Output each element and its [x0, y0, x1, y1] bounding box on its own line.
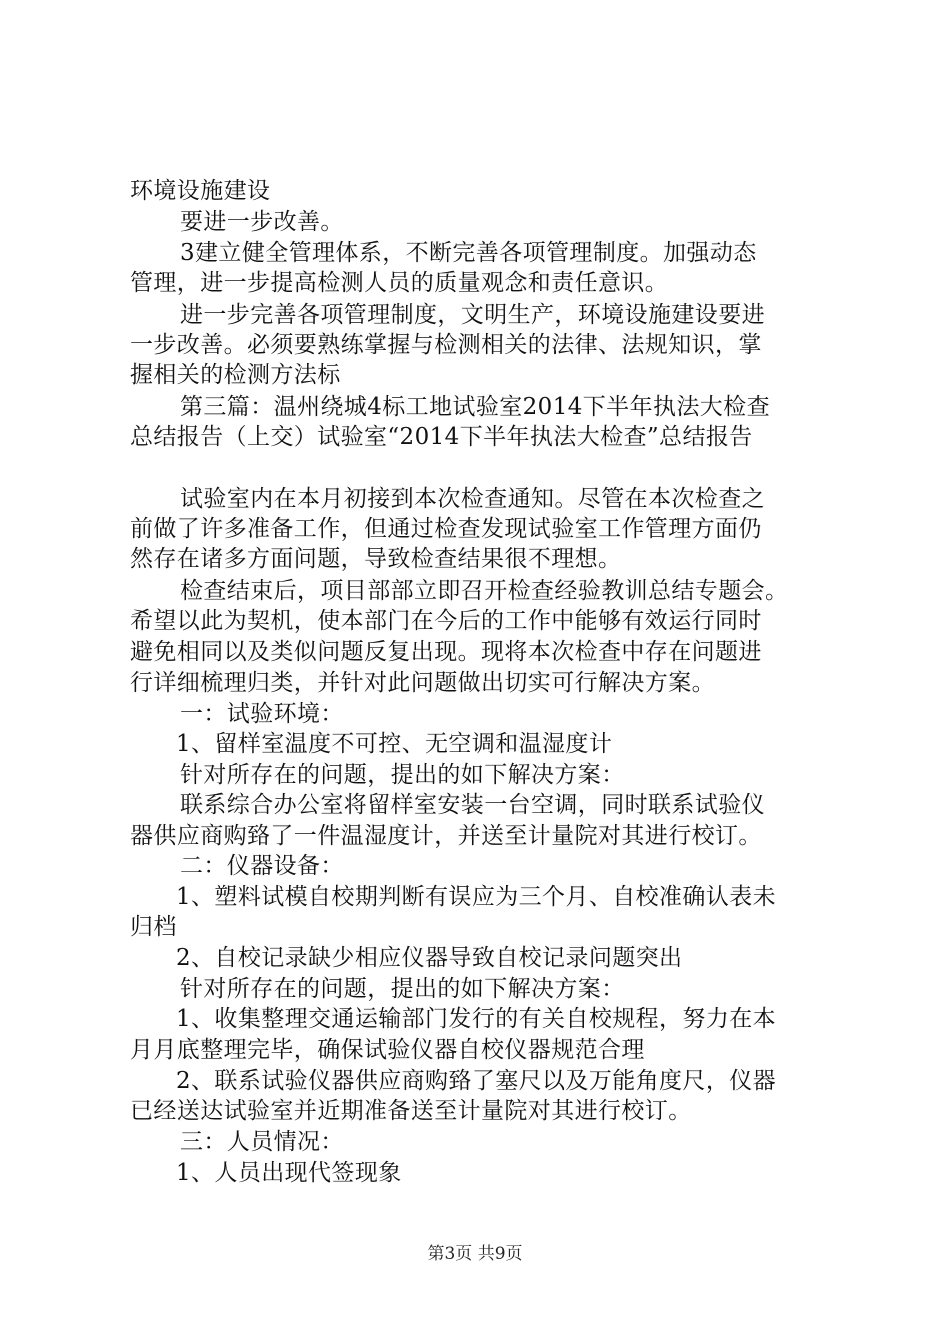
text-line: 针对所存在的问题，提出的如下解决方案： — [180, 762, 625, 788]
text-line: 1、收集整理交通运输部门发行的有关自校规程，努力在本 — [176, 1006, 777, 1032]
text-line: 试验室内在本月初接到本次检查通知。尽管在本次检查之 — [180, 486, 765, 512]
text-line: 器供应商购臵了一件温湿度计，并送至计量院对其进行校订。 — [130, 823, 762, 849]
text-line: 检查结束后，项目部部立即召开检查经验教训总结专题会。 — [180, 578, 789, 604]
text-line: 进一步完善各项管理制度，文明生产，环境设施建设要进 — [180, 302, 765, 328]
text-line: 握相关的检测方法标 — [130, 362, 341, 388]
page-number-footer: 第3页 共9页 — [427, 1244, 523, 1264]
text-line: 一步改善。必须要熟练掌握与检测相关的法律、法规知识，掌 — [130, 332, 762, 358]
section-heading: 总结报告（上交）试验室“2014下半年执法大检查”总结报告 — [130, 424, 753, 450]
text-line: 月月底整理完毕，确保试验仪器自校仪器规范合理 — [130, 1037, 645, 1063]
text-line: 环境设施建设 — [130, 178, 271, 204]
text-line: 1、塑料试模自校期判断有误应为三个月、自校准确认表未 — [176, 884, 777, 910]
text-line: 避免相同以及类似问题反复出现。现将本次检查中存在问题进 — [130, 639, 762, 665]
text-line: 要进一步改善。 — [180, 209, 344, 235]
text-line: 二：仪器设备： — [180, 853, 344, 879]
text-line: 1、留样室温度不可控、无空调和温湿度计 — [176, 731, 613, 757]
text-line: 1、人员出现代签现象 — [176, 1160, 402, 1186]
text-line: 一：试验环境： — [180, 701, 344, 727]
text-line: 针对所存在的问题，提出的如下解决方案： — [180, 976, 625, 1002]
section-heading: 第三篇：温州绕城4标工地试验室2014下半年执法大检查 — [180, 394, 770, 420]
text-line: 管理，进一步提高检测人员的质量观念和责任意识。 — [130, 270, 669, 296]
text-line: 归档 — [130, 914, 177, 940]
text-line: 已经送达试验室并近期准备送至计量院对其进行校订。 — [130, 1098, 692, 1124]
text-line: 2、自校记录缺少相应仪器导致自校记录问题突出 — [176, 945, 683, 971]
text-line: 联系综合办公室将留样室安装一台空调，同时联系试验仪 — [180, 792, 765, 818]
text-line: 希望以此为契机，使本部门在今后的工作中能够有效运行同时 — [130, 608, 762, 634]
text-line: 前做了许多准备工作，但通过检查发现试验室工作管理方面仍 — [130, 516, 762, 542]
text-line: 行详细梳理归类，并针对此问题做出切实可行解决方案。 — [130, 670, 715, 696]
text-line: 2、联系试验仪器供应商购臵了塞尺以及万能角度尺，仪器 — [176, 1068, 777, 1094]
text-line: 然存在诸多方面问题，导致检查结果很不理想。 — [130, 546, 622, 572]
text-line: 3建立健全管理体系，不断完善各项管理制度。加强动态 — [180, 240, 757, 266]
text-line: 三：人员情况： — [180, 1129, 344, 1155]
